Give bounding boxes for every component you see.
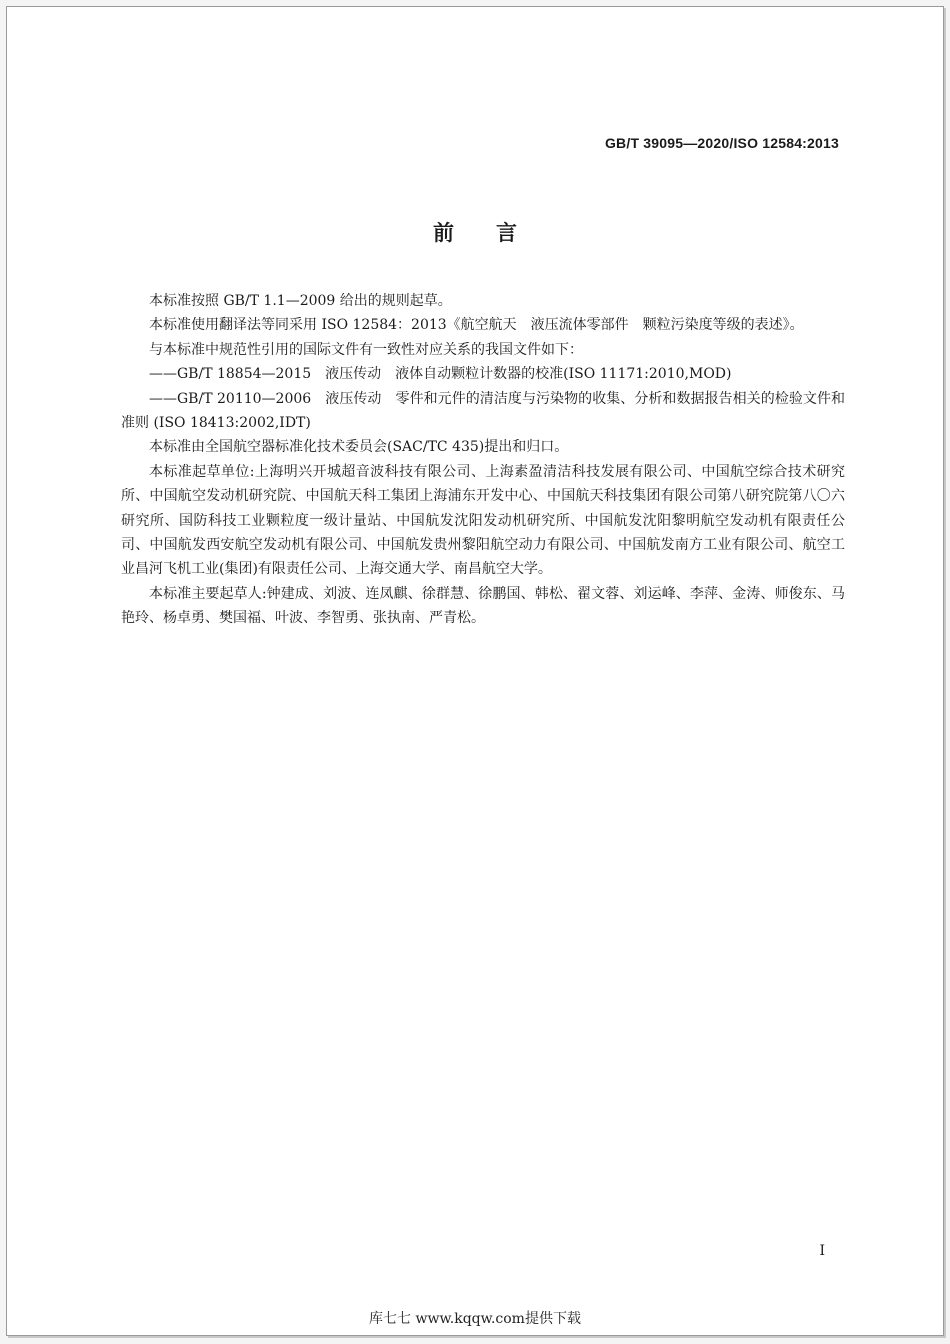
paragraph-reference-2: ——GB/T 20110—2006 液压传动 零件和元件的清洁度与污染物的收集、分析和数据报告相关的检验文件和准则 (ISO 18413:2002,IDT) — [121, 390, 845, 432]
section-title: 前言 — [433, 221, 559, 245]
paragraph-proposer: 本标准由全国航空器标准化技术委员会(SAC/TC 435)提出和归口。 — [149, 439, 569, 456]
paragraph-drafters: 本标准主要起草人:钟建成、刘波、连凤麒、徐群慧、徐鹏国、韩松、翟文蓉、刘运峰、李萍、金涛、师俊东、马艳玲、杨卓勇、樊国福、叶波、李智勇、张执南、严青松。 — [121, 585, 845, 627]
document-page — [6, 6, 944, 1336]
paragraph-reference-1: ——GB/T 18854—2015 液压传动 液体自动颗粒计数器的校准(ISO 11171:2010,MOD) — [149, 366, 732, 383]
body-text — [121, 289, 845, 631]
page-number: I — [819, 1243, 825, 1259]
paragraph-drafting-units: 本标准起草单位:上海明兴开城超音波科技有限公司、上海素盈清洁科技发展有限公司、中国航空综合技术研究所、中国航空发动机研究院、中国航天科工集团上海浦东开发中心、中国航天科技集团有限公司第八研究院第八〇六研究所、国防科技工业颗粒度一级计量站、中国航发沈阳发动机研究所、中国航发沈阳黎明航空发动机有限责任公司、中国航发西安航空发动机有限公司、中国航发贵州黎阳航空动力有限公司、中国航发南方工业有限公司、航空工业昌河飞机工业(集团)有限责任公司、上海交通大学、南昌航空大学。 — [121, 463, 845, 578]
standard-code: GB/T 39095—2020/ISO 12584:2013 — [604, 135, 839, 151]
paragraph-adoption: 本标准使用翻译法等同采用 ISO 12584：2013《航空航天 液压流体零部件 颗粒污染度等级的表述》。 — [149, 317, 804, 334]
paragraph-drafting-rules: 本标准按照 GB/T 1.1—2009 给出的规则起草。 — [149, 293, 452, 309]
paragraph-reference-intro: 与本标准中规范性引用的国际文件有一致性对应关系的我国文件如下： — [149, 341, 583, 358]
download-watermark: 库七七 www.kqqw.com提供下载 — [369, 1311, 581, 1327]
